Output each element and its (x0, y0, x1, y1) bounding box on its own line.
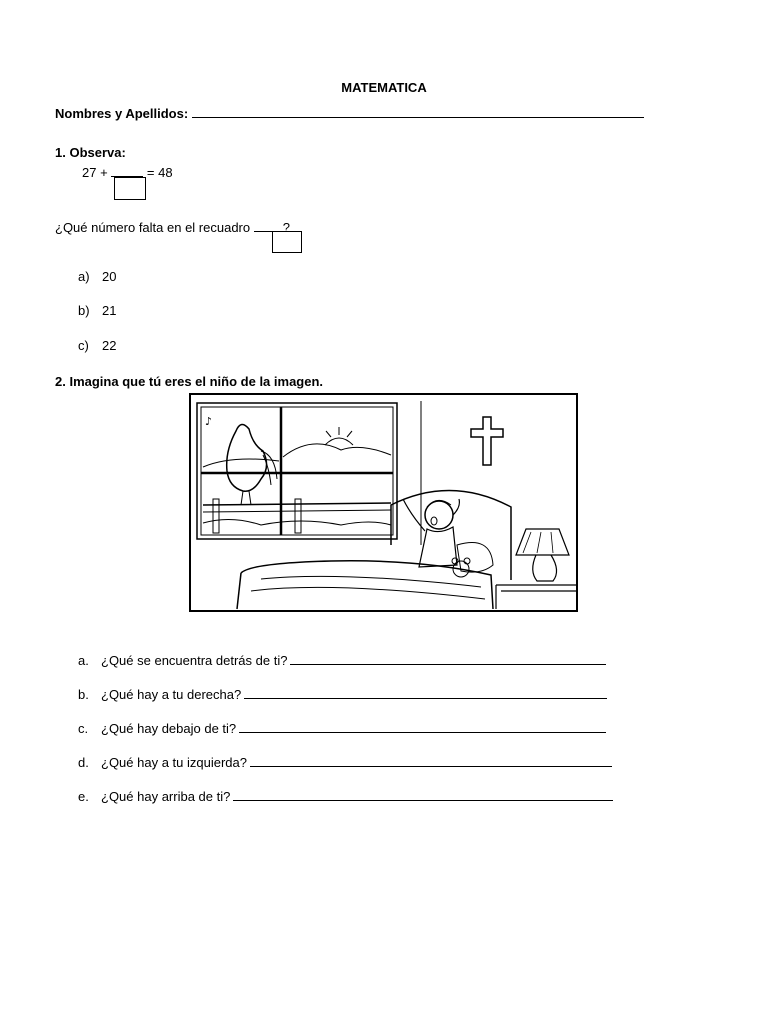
question-1-prompt (55, 219, 290, 235)
question-a (78, 652, 606, 668)
question-text: ¿Qué hay debajo de ti? (101, 721, 237, 736)
question-1-end: ? (282, 220, 290, 235)
question-letter: a. (78, 653, 89, 668)
answer-box[interactable] (114, 177, 146, 200)
question-text: ¿Qué hay a tu izquierda? (101, 755, 247, 770)
equation-left: 27 + (82, 165, 108, 180)
answer-line[interactable] (290, 652, 606, 665)
question-letter: c. (78, 721, 89, 736)
question-text: ¿Qué hay a tu derecha? (101, 687, 242, 702)
equation-gap (111, 164, 143, 177)
option-letter: c) (78, 338, 89, 353)
option-a[interactable] (78, 269, 116, 284)
bedroom-scene-image (191, 395, 576, 610)
option-b[interactable] (78, 303, 116, 318)
question-2-heading: 2. Imagina que tú eres el niño de la imagen. (55, 374, 324, 389)
option-letter: a) (78, 269, 90, 284)
option-text: 21 (102, 303, 117, 318)
question-d (78, 754, 612, 770)
option-text: 20 (102, 269, 117, 284)
question-c (78, 720, 606, 736)
names-label: Nombres y Apellidos: (55, 106, 189, 121)
question-e (78, 788, 613, 804)
question-1-heading: 1. Observa: (55, 145, 126, 160)
question-b (78, 686, 607, 702)
names-blank-line[interactable] (192, 104, 644, 118)
option-text: 22 (102, 338, 117, 353)
question-letter: b. (78, 687, 89, 702)
question-1-text: ¿Qué número falta en el recuadro (55, 220, 251, 235)
question-text: ¿Qué se encuentra detrás de ti? (101, 653, 288, 668)
question-letter: d. (78, 755, 89, 770)
bedroom-illustration (189, 393, 578, 612)
svg-text:♪: ♪ (205, 415, 213, 428)
question-text: ¿Qué hay arriba de ti? (101, 789, 231, 804)
equation-right: = 48 (146, 165, 173, 180)
answer-line[interactable] (244, 686, 607, 699)
answer-line[interactable] (233, 788, 613, 801)
names-field[interactable] (55, 104, 644, 121)
option-letter: b) (78, 303, 90, 318)
recuadro-box (272, 231, 302, 253)
option-c[interactable] (78, 338, 116, 353)
page-title: MATEMATICA (341, 80, 427, 95)
question-letter: e. (78, 789, 89, 804)
answer-line[interactable] (250, 754, 612, 767)
answer-line[interactable] (239, 720, 606, 733)
